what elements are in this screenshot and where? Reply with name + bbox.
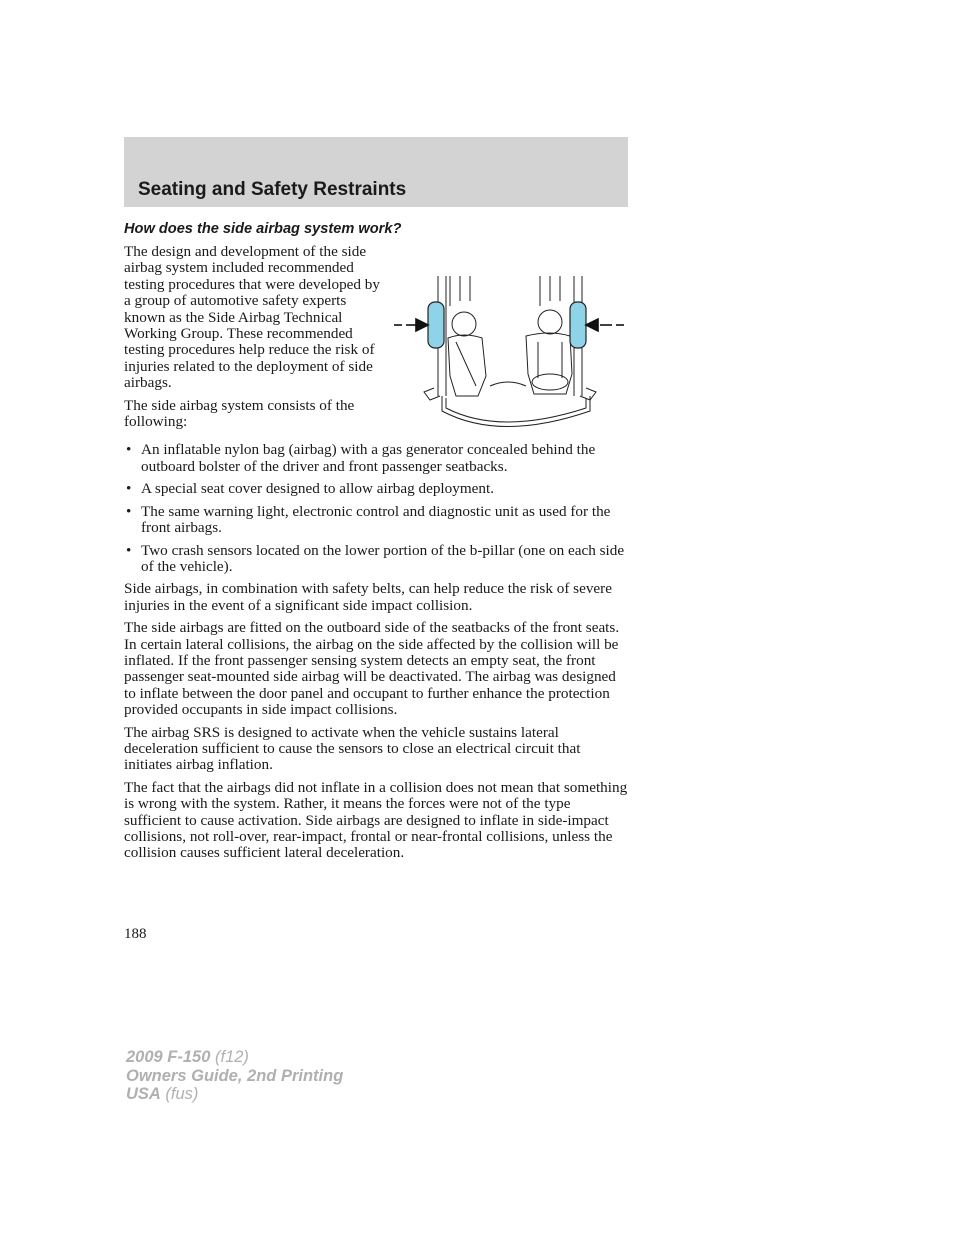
components-list: [124, 442, 628, 575]
footer-line-3: USA (fus): [126, 1085, 199, 1103]
list-item: • Two crash sensors located on the lower portion of the b-pillar (one on each side of the vehicle).: [126, 541, 625, 575]
body-paragraph: The airbag SRS is designed to activate when the vehicle sustains lateral deceleration sufficient to cause the sensors to close an electrical circuit that initiates airbag inflation.: [124, 723, 581, 774]
list-item: • An inflatable nylon bag (airbag) with a gas generator concealed behind the outboard bolster of the driver and front passenger seatbacks.: [126, 441, 596, 475]
subheading: How does the side airbag system work?: [124, 221, 402, 237]
bullet-glyph: •: [126, 480, 132, 498]
left-airbag: [428, 302, 444, 348]
document-footer: [126, 1048, 343, 1104]
section-header: [124, 137, 628, 207]
list-item: • A special seat cover designed to allow airbag deployment.: [126, 480, 494, 498]
page-content: [124, 220, 628, 868]
bullet-glyph: •: [126, 441, 132, 459]
intro-section: [124, 244, 628, 430]
section-title: Seating and Safety Restraints: [138, 179, 407, 200]
body-paragraph: The fact that the airbags did not inflate in a collision does not mean that something is wrong with the system. Rather, it means the forces were not of the type sufficient to cause activation. Side airbags are designed to inflate in side-impact collisions, not roll-over, rear-impact, frontal or near-frontal collisions, unless the collision causes sufficient lateral deceleration.: [124, 778, 628, 862]
intro-paragraph-2: The side airbag system consists of the following:: [124, 396, 355, 431]
intro-text: [124, 244, 380, 430]
body-paragraph: The side airbags are fitted on the outboard side of the seatbacks of the front seats. In certain lateral collisions, the airbag on the side affected by the collision will be inflated. If the front passenger sensing system detects an empty seat, the front passenger seat-mounted side airbag will be deactivated. The airbag was designed to inflate between the door panel and occupant to further enhance the protection provided occupants in side impact collisions.: [124, 619, 620, 719]
side-airbag-illustration: [390, 246, 628, 436]
list-item: • The same warning light, electronic control and diagnostic unit as used for the front airbags.: [126, 502, 611, 537]
intro-paragraph-1: The design and development of the side airbag system included recommended testing procedures that were developed by a group of automotive safety experts known as the Side Airbag Technical Working Group. These recommended testing procedures help reduce the risk of injuries related to the deployment of side airbags.: [124, 243, 380, 392]
page-number: 188: [124, 926, 147, 942]
bullet-glyph: •: [126, 541, 132, 559]
footer-line-1: 2009 F-150 (f12): [126, 1048, 249, 1066]
body-paragraph: Side airbags, in combination with safety belts, can help reduce the risk of severe injuries in the event of a significant side impact collision.: [124, 580, 612, 614]
footer-line-2: Owners Guide, 2nd Printing: [126, 1066, 344, 1085]
bullet-glyph: •: [126, 502, 132, 520]
right-airbag: [570, 302, 586, 348]
